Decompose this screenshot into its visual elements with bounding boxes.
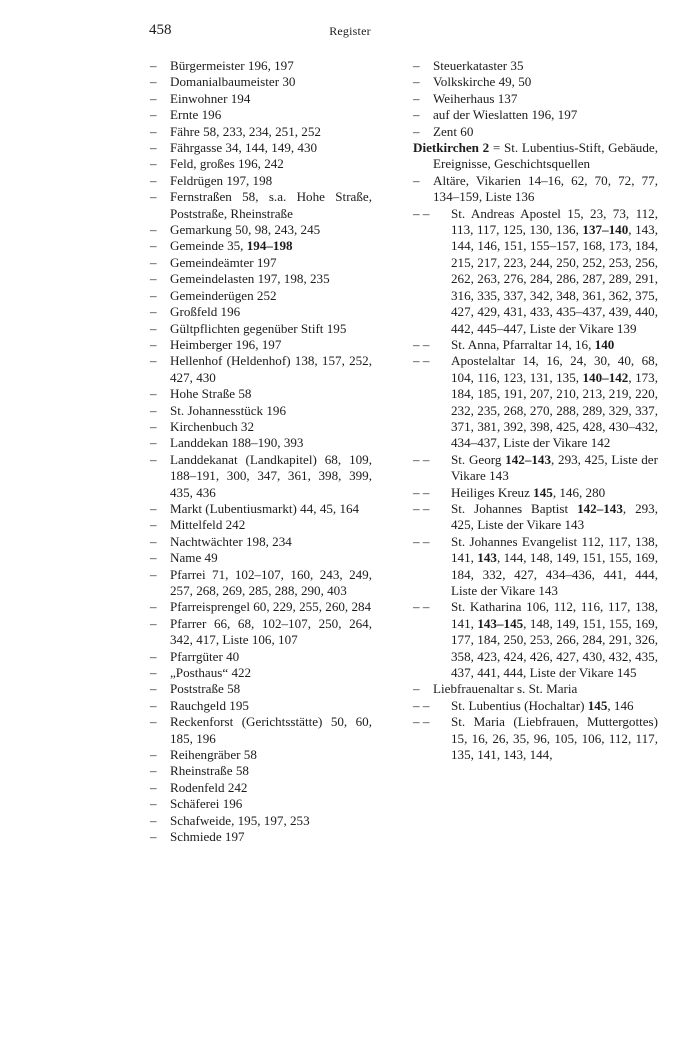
entry-text: Gemeindelasten 197, 198, 235 (170, 271, 330, 287)
index-entry (413, 140, 658, 173)
bold-page-ref: 142–143 (577, 500, 623, 516)
index-entry (150, 337, 372, 353)
entry-dash: – (150, 747, 157, 763)
index-entry (150, 813, 372, 829)
entry-text: Bürgermeister 196, 197 (170, 58, 294, 73)
index-entry (150, 796, 372, 812)
running-head: Register (329, 24, 371, 38)
entry-dash: – (413, 172, 420, 188)
index-entry (150, 353, 372, 386)
entry-dash: – (150, 304, 157, 320)
index-entry (150, 534, 372, 550)
index-entry (413, 206, 658, 337)
entry-dash: – (413, 74, 420, 90)
index-entry (150, 91, 372, 107)
entry-dash: – (150, 107, 157, 123)
index-entry (150, 501, 372, 517)
entry-text: Gemeindeämter 197 (170, 254, 277, 270)
index-entry (150, 698, 372, 714)
entry-text: Reihengräber 58 (170, 747, 257, 763)
index-entry (413, 599, 658, 681)
entry-dash: – (150, 238, 157, 254)
index-entry (150, 107, 372, 123)
index-entry (413, 452, 658, 485)
index-entry (150, 238, 372, 254)
entry-dash: – (150, 156, 157, 172)
entry-dash: – (150, 123, 157, 139)
entry-text: , 293, 425, Liste der Vikare 143 (451, 451, 658, 484)
entry-dash: – (150, 681, 157, 697)
entry-dash: – (150, 58, 157, 73)
index-entry (413, 58, 658, 74)
index-entry (413, 74, 658, 90)
index-entry (150, 452, 372, 501)
entry-text: Ernte 196 (170, 107, 222, 123)
entry-text: St. Katharina 106, 112, 116, 117, 138, 141, (451, 599, 658, 631)
index-entry (150, 714, 372, 747)
entry-dash: – – (413, 599, 430, 615)
entry-text: Pfarreisprengel 60, 229, 255, 260, 284 (170, 599, 372, 615)
entry-dash: – (150, 435, 157, 451)
entry-dash: – (150, 418, 157, 434)
index-entry (150, 780, 372, 796)
entry-dash: – (150, 615, 157, 631)
entry-text: Gemeinde 35, (170, 238, 247, 254)
entry-text: Kirchenbuch 32 (170, 418, 254, 434)
index-entry (150, 550, 372, 566)
entry-text: , 173, 184, 185, 191, 207, 210, 213, 219, 220, 232, 235, 268, 270, 288, 289, 329, 337, 371, 381, 392, 398, 425, 428, 430–432, 434–437, Liste der Vikare 142 (451, 369, 658, 451)
entry-text: Rheinstraße 58 (170, 763, 249, 779)
entry-dash: – (150, 140, 157, 156)
entry-text: Domanialbaumeister 30 (170, 74, 296, 90)
entry-text: Rodenfeld 242 (170, 779, 248, 795)
entry-text: Apostelaltar 14, 16, 24, 30, 40, 68, 104, 116, 123, 131, 135, (451, 353, 658, 385)
entry-text: St. Andreas Apostel 15, 23, 73, 112, 113, 117, 125, 130, 136, (451, 205, 658, 238)
entry-text: Landdekan 188–190, 393 (170, 435, 304, 451)
entry-text: „Posthaus“ 422 (170, 665, 252, 681)
entry-text: , 148, 149, 151, 155, 169, 177, 184, 250, 253, 266, 284, 291, 326, 358, 423, 424, 426, 427, 430, 432, 435, 437, 441, 444, Liste der Vikare 145 (451, 615, 659, 681)
entry-dash: – (150, 90, 157, 106)
entry-text: Fernstraßen 58, s.a. Hohe Straße, Poststraße, Rheinstraße (170, 189, 372, 221)
index-entry (150, 419, 372, 435)
entry-text: Gemarkung 50, 98, 243, 245 (170, 222, 321, 238)
entry-dash: – (150, 648, 157, 664)
entry-dash: – (150, 665, 157, 681)
entry-dash: – – (413, 697, 430, 713)
entry-text: Reckenforst (Gerichtsstätte) 50, 60, 185, 196 (170, 714, 372, 746)
entry-text: Hellenhof (Heldenhof) 138, 157, 252, 427, 430 (170, 353, 372, 385)
bold-page-ref: 143 (477, 550, 497, 566)
entry-dash: – (150, 271, 157, 287)
entry-dash: – – (413, 353, 430, 369)
entry-text: Einwohner 194 (170, 90, 251, 106)
entry-dash: – (150, 599, 157, 615)
entry-dash: – (413, 107, 420, 123)
entry-dash: – (150, 451, 157, 467)
entry-dash: – – (413, 336, 430, 352)
entry-text: Poststraße 58 (170, 681, 241, 697)
entry-text: Name 49 (170, 550, 218, 566)
entry-text: St. Johannes Baptist (451, 500, 578, 516)
entry-dash: – (150, 254, 157, 270)
index-entry (150, 517, 372, 533)
entry-text: Altäre, Vikarien 14–16, 62, 70, 72, 77, 134–159, Liste 136 (433, 172, 658, 205)
entry-heading: Dietkirchen 2 (413, 140, 490, 156)
bold-page-ref: 140–142 (582, 369, 629, 385)
entry-dash: – (150, 533, 157, 549)
index-entry (150, 763, 372, 779)
entry-text: auf der Wieslatten 196, 197 (433, 107, 578, 123)
entry-dash: – – (413, 533, 430, 549)
index-entry (413, 91, 658, 107)
entry-text: Heiliges Kreuz (451, 484, 534, 500)
entry-dash: – (413, 681, 420, 697)
index-entry (413, 501, 658, 534)
index-entry (150, 403, 372, 419)
entry-dash: – (413, 123, 420, 139)
index-entry (413, 485, 658, 501)
entry-text: Gemeinderügen 252 (170, 287, 277, 303)
index-entry (150, 288, 372, 304)
entry-text: Feldrügen 197, 198 (170, 172, 273, 188)
entry-dash: – (150, 550, 157, 566)
entry-dash: – (150, 222, 157, 238)
entry-text: St. Lubentius (Hochaltar) (451, 697, 588, 713)
entry-text: Markt (Lubentiusmarkt) 44, 45, 164 (170, 500, 360, 516)
entry-text: Fähre 58, 233, 234, 251, 252 (170, 123, 321, 139)
page-number: 458 (149, 22, 172, 38)
entry-dash: – (150, 189, 157, 205)
index-entry (150, 140, 372, 156)
entry-dash: – (150, 779, 157, 795)
index-entry (150, 189, 372, 222)
index-entry (413, 107, 658, 123)
entry-text: Schafweide, 195, 197, 253 (170, 812, 310, 828)
index-entry (150, 222, 372, 238)
entry-text: Steuerkataster 35 (433, 58, 524, 73)
entry-dash: – – (413, 205, 430, 221)
entry-text: Großfeld 196 (170, 304, 241, 320)
index-entry (150, 304, 372, 320)
entry-text: Rauchgeld 195 (170, 697, 249, 713)
bold-page-ref: 142–143 (505, 451, 551, 467)
entry-text: , 143, 144, 146, 151, 155–157, 168, 173, 184, 215, 217, 223, 244, 250, 252, 253, 256, 262, 263, 276, 284, 286, 287, 289, 291, 316, 335, 337, 342, 348, 361, 362, 375, 427, 429, 431, 433, 435–437, 439, 440, 442, 445–447, Liste der Vikare 139 (451, 222, 658, 336)
entry-text: Liebfrauenaltar s. St. Maria (433, 681, 578, 697)
index-entry (150, 58, 372, 74)
entry-text: , 146 (607, 697, 634, 713)
entry-dash: – (150, 353, 157, 369)
entry-text: = St. Lubentius-Stift, Gebäude, Ereignisse, Geschichtsquellen (433, 140, 658, 172)
entry-dash: – (150, 74, 157, 90)
entry-dash: – (150, 402, 157, 418)
index-column-right (413, 58, 658, 763)
entry-text: Landdekanat (Landkapitel) 68, 109, 188–191, 300, 347, 361, 398, 399, 435, 436 (170, 451, 372, 500)
index-entry (150, 747, 372, 763)
entry-dash: – (150, 829, 157, 845)
entry-dash: – (150, 812, 157, 828)
index-entry (150, 156, 372, 172)
index-entry (150, 616, 372, 649)
index-entry (150, 386, 372, 402)
index-entry (150, 567, 372, 600)
entry-text: Weiherhaus 137 (433, 90, 518, 106)
entry-dash: – (150, 566, 157, 582)
entry-text: St. Johannes Evangelist 112, 117, 138, 141, (451, 533, 658, 566)
entry-text: , 144, 148, 149, 151, 155, 169, 184, 332, 427, 434–436, 441, 444, Liste der Vikare 143 (451, 550, 658, 598)
bold-page-ref: 140 (594, 336, 615, 352)
index-entry (150, 74, 372, 90)
entry-text: St. Johannesstück 196 (170, 402, 287, 418)
entry-dash: – – (413, 500, 430, 516)
entry-dash: – – (413, 451, 430, 467)
entry-dash: – (150, 336, 157, 352)
entry-text: Feld, großes 196, 242 (170, 156, 284, 172)
entry-text: Nachtwächter 198, 234 (170, 533, 292, 549)
index-entry (413, 337, 658, 353)
entry-dash: – (150, 763, 157, 779)
entry-dash: – (150, 172, 157, 188)
index-entry (150, 681, 372, 697)
entry-text: Fährgasse 34, 144, 149, 430 (170, 140, 318, 156)
entry-text: Mittelfeld 242 (170, 517, 246, 533)
index-entry (150, 255, 372, 271)
entry-dash: – – (413, 714, 430, 730)
index-entry (150, 599, 372, 615)
entry-text: St. Georg (451, 451, 506, 467)
index-entry (413, 714, 658, 763)
entry-text: St. Anna, Pfarraltar 14, 16, (451, 336, 595, 352)
index-entry (413, 124, 658, 140)
index-entry (150, 321, 372, 337)
bold-page-ref: 137–140 (582, 222, 629, 238)
entry-text: Schmiede 197 (170, 829, 245, 845)
entry-dash: – (150, 386, 157, 402)
bold-page-ref: 145 (587, 697, 608, 713)
bold-page-ref: 194–198 (246, 238, 293, 254)
entry-dash: – – (413, 484, 430, 500)
bold-page-ref: 145 (533, 484, 553, 500)
index-entry (150, 649, 372, 665)
index-entry (413, 534, 658, 600)
index-entry (150, 173, 372, 189)
entry-dash: – (150, 796, 157, 812)
entry-text: , 293, 425, Liste der Vikare 143 (451, 500, 658, 533)
entry-text: St. Maria (Liebfrauen, Muttergottes) 15, 16, 26, 35, 96, 105, 106, 112, 117, 135, 141, 143, 144, (451, 714, 658, 763)
entry-dash: – (150, 697, 157, 713)
entry-text: Pfarrer 66, 68, 102–107, 250, 264, 342, 417, Liste 106, 107 (170, 615, 372, 648)
index-column-left (150, 58, 372, 846)
entry-dash: – (150, 714, 157, 730)
index-entry (413, 681, 658, 697)
entry-text: Gültpflichten gegenüber Stift 195 (170, 320, 347, 336)
entry-dash: – (150, 320, 157, 336)
entry-text: , 146, 280 (552, 484, 606, 500)
entry-dash: – (413, 58, 420, 73)
entry-text: Heimberger 196, 197 (170, 336, 282, 352)
entry-text: Schäferei 196 (170, 796, 243, 812)
index-entry (150, 124, 372, 140)
entry-text: Hohe Straße 58 (170, 386, 252, 402)
bold-page-ref: 143–145 (477, 615, 524, 631)
entry-dash: – (150, 517, 157, 533)
entry-text: Pfarrei 71, 102–107, 160, 243, 249, 257, 268, 269, 285, 288, 290, 403 (170, 566, 372, 598)
entry-dash: – (413, 90, 420, 106)
entry-dash: – (150, 500, 157, 516)
entry-text: Zent 60 (433, 123, 474, 139)
index-entry (413, 698, 658, 714)
index-entry (413, 353, 658, 451)
index-entry (413, 173, 658, 206)
index-entry (150, 665, 372, 681)
index-entry (150, 435, 372, 451)
entry-text: Pfarrgüter 40 (170, 648, 240, 664)
entry-text: Volkskirche 49, 50 (433, 74, 532, 90)
index-entry (150, 829, 372, 845)
index-entry (150, 271, 372, 287)
entry-dash: – (150, 287, 157, 303)
